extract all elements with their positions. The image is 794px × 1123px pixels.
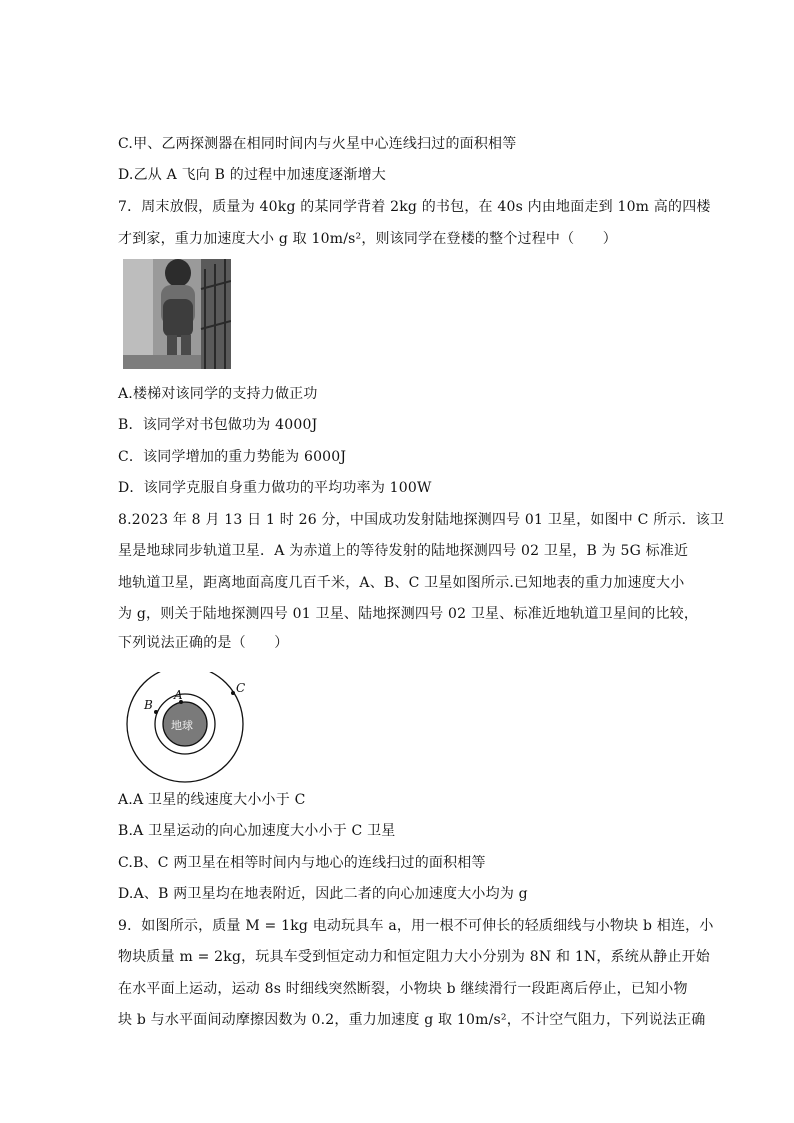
q8-option-b: B.A 卫星运动的向心加速度大小小于 C 卫星 [118,823,396,839]
satellite-c-dot [231,691,235,695]
satellite-b-dot [154,710,158,714]
student-photo-image [123,259,231,369]
q8-stem-line-1: 8.2023 年 8 月 13 日 1 时 26 分，中国成功发射陆地探测四号 01 卫星，如图中 C 所示．该卫 [118,512,725,528]
earth-label: 地球 [171,719,193,732]
label-a: A [174,688,183,702]
q9-stem-line-2: 物块质量 m = 2kg，玩具车受到恒定动力和恒定阻力大小分别为 8N 和 1N，系统从静止开始 [118,949,710,965]
student-photo [123,259,231,369]
q8-stem-line-2: 星是地球同步轨道卫星．A 为赤道上的等待发射的陆地探测四号 02 卫星，B 为 5G 标准近 [118,543,689,559]
q8-option-d: D.A、B 两卫星均在地表附近，因此二者的向心加速度大小均为 g [118,886,528,902]
label-c: C [236,681,246,695]
q7-stem-line-2: 才到家，重力加速度大小 g 取 10m/s²，则该同学在登楼的整个过程中（ ） [118,231,617,247]
q8-option-c: C.B、C 两卫星在相等时间内与地心的连线扫过的面积相等 [118,855,486,871]
option-d: D.乙从 A 飞向 B 的过程中加速度逐渐增大 [118,167,386,183]
q8-stem-line-3: 地轨道卫星，距离地面高度几百千米，A、B、C 卫星如图所示.已知地表的重力加速度大小 [118,575,685,591]
q9-stem-line-1: 9．如图所示，质量 M = 1kg 电动玩具车 a，用一根不可伸长的轻质细线与小物块 b 相连，小 [118,918,714,934]
q7-option-d: D．该同学克服自身重力做功的平均功率为 100W [118,480,432,496]
q9-stem-line-4: 块 b 与水平面间动摩擦因数为 0.2，重力加速度 g 取 10m/s²，不计空气阻力，下列说法正确 [118,1012,706,1028]
q8-stem-line-5: 下列说法正确的是（ ） [118,635,289,651]
q7-stem-line-1: 7．周末放假，质量为 40kg 的某同学背着 2kg 的书包，在 40s 内由地面走到 10m 高的四楼 [118,199,711,215]
label-b: B [144,698,153,712]
q9-stem-line-3: 在水平面上运动，运动 8s 时细线突然断裂，小物块 b 继续滑行一段距离后停止，已知小物 [118,981,688,997]
q8-option-a: A.A 卫星的线速度大小小于 C [118,792,306,808]
q7-option-c: C．该同学增加的重力势能为 6000J [118,449,347,465]
orbit-diagram [122,672,252,791]
option-c: C.甲、乙两探测器在相同时间内与火星中心连线扫过的面积相等 [118,136,517,152]
q7-option-b: B．该同学对书包做功为 4000J [118,417,318,433]
q8-stem-line-4: 为 g，则关于陆地探测四号 01 卫星、陆地探测四号 02 卫星、标准近地轨道卫星间的比较， [118,606,699,622]
q7-option-a: A.楼梯对该同学的支持力做正功 [118,386,318,402]
